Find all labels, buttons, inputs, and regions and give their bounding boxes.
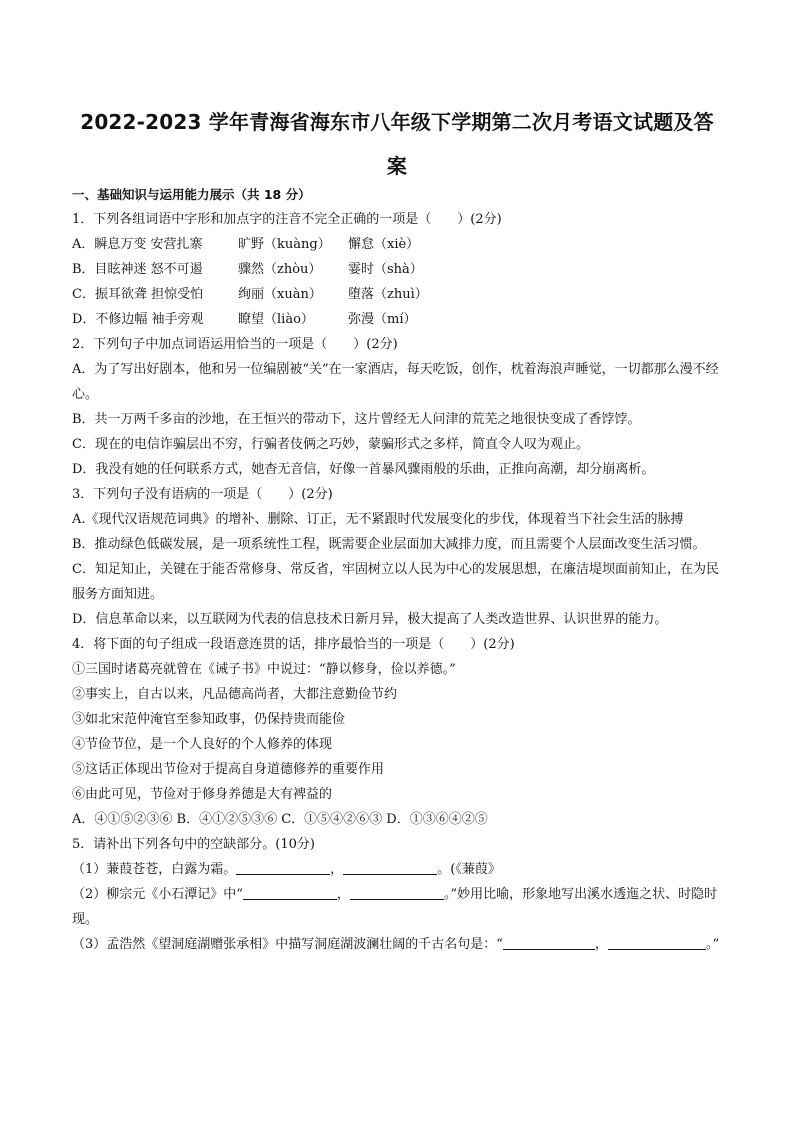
question-4-sentence-1: ①三国时诸葛亮就曾在《诫子书》中说过：“静以修身，俭以养德。” (72, 662, 456, 677)
item-sep: ， (330, 862, 344, 877)
document-title (80, 100, 714, 188)
item-end: 。”妙用比喻，形象地写出溪水透迤之状、时隐时现。 (72, 887, 718, 927)
option-pinyin-2: 霎时（shà） (348, 262, 423, 277)
question-3-option-b: B．推动绿色低碳发展，是一项系统性工程，既需要企业层面加大减排力度，而且需要个人层面改变生活习惯。 (72, 537, 706, 552)
option-pinyin-1: 瞭望（liào） (238, 312, 314, 327)
option-words: C．振耳欲聋 担惊受怕 (72, 287, 204, 302)
question-4-sentence-5: ⑤这话正体现出节俭对于提高自身道德修养的重要作用 (72, 762, 385, 777)
item-sep: ， (336, 887, 350, 902)
item-end: 。(《蒹葭》 (437, 862, 501, 877)
item-end: 。” (705, 937, 720, 952)
option-words: D．不修边幅 袖手旁观 (72, 312, 204, 327)
question-4-stem: 4．将下面的句子组成一段语意连贯的话，排序最恰当的一项是（ ）(2分) (72, 637, 515, 652)
question-4-sentence-4: ④节俭节位，是一个人良好的个人修养的体现 (72, 737, 333, 752)
fill-blank[interactable] (236, 860, 330, 875)
question-3-option-a: A.《现代汉语规范词典》的增补、删除、订正，无不紧跟时代发展变化的步伐，体现着当下社会生活的脉搏 (72, 512, 684, 527)
option-pinyin-1: 绚丽（xuàn） (238, 287, 322, 302)
title-line-2: 案 (386, 154, 408, 178)
question-3-stem: 3．下列句子没有语病的一项是（ ）(2分) (72, 487, 333, 502)
question-5-stem: 5．请补出下列各句中的空缺部分。(10分) (72, 837, 315, 852)
option-pinyin-2: 弥漫（mí） (348, 312, 417, 327)
question-1-stem: 1．下列各组词语中字形和加点字的注音不完全正确的一项是（ ）(2分) (72, 212, 502, 227)
question-3-option-c: C．知足知止，关键在于能否常修身、常反省，牢固树立以人民为中心的发展思想，在廉洁堤坝面前知止，在为民服务方面知进。 (72, 562, 719, 602)
question-2-stem: 2．下列句子中加点词语运用恰当的一项是（ ）(2分) (72, 337, 398, 352)
option-pinyin-2: 堕落（zhuì） (348, 287, 428, 302)
question-2-option-a: A．为了写出好剧本，他和另一位编剧被“关”在一家酒店，每天吃饭，创作，枕着海浪声睡觉，一切都那么漫不经心。 (72, 362, 719, 402)
option-pinyin-2: 懈怠（xiè） (348, 237, 420, 252)
question-5-item-2 (72, 882, 724, 932)
option-words: B．目眩神迷 怒不可遏 (72, 262, 203, 277)
fill-blank[interactable] (503, 935, 595, 950)
question-1-option-c (72, 282, 724, 307)
question-5-item-1 (72, 857, 724, 882)
section-heading: 一、基础知识与运用能力展示（共 18 分） (72, 187, 311, 202)
question-4-choices: A．④①⑤②③⑥ B．④①②⑤③⑥ C．①⑤④②⑥③ D．①③⑥④②⑤ (72, 812, 488, 827)
question-4-sentence-3: ③如北宋范仲淹官至参知政事，仍保持贵而能俭 (72, 712, 346, 727)
question-4-sentence-2: ②事实上，自古以来，凡品德高尚者，大都注意勤俭节约 (72, 687, 398, 702)
option-words: A．瞬息万变 安营扎寨 (72, 237, 203, 252)
question-2-option-b: B．共一万两千多亩的沙地，在王恒兴的带动下，这片曾经无人问津的荒芜之地很快变成了香饽饽。 (72, 412, 641, 427)
item-text: （3）孟浩然《望洞庭湖赠张承相》中描写洞庭湖波澜壮阔的千古名句是：“ (72, 937, 503, 952)
option-pinyin-1: 骤然（zhòu） (238, 262, 322, 277)
question-1-option-a (72, 232, 724, 257)
title-line-1: 2022-2023 学年青海省海东市八年级下学期第二次月考语文试题及答 (80, 110, 714, 134)
fill-blank[interactable] (243, 885, 337, 900)
option-pinyin-1: 旷野（kuàng） (238, 237, 331, 252)
fill-blank[interactable] (350, 885, 444, 900)
fill-blank[interactable] (608, 935, 706, 950)
question-2-option-d: D．我没有她的任何联系方式，她杳无音信，好像一首暴风骤雨般的乐曲，正推向高潮，却分崩离析。 (72, 462, 655, 477)
item-sep: ， (594, 937, 608, 952)
question-1-option-d (72, 307, 724, 332)
item-text: （2）柳宗元《小石潭记》中“ (72, 887, 243, 902)
question-1-option-b (72, 257, 724, 282)
question-3-option-d: D．信息革命以来，以互联网为代表的信息技术日新月异，极大提高了人类改造世界、认识世界的能力。 (72, 612, 668, 627)
question-4-sentence-6: ⑥由此可见，节俭对于修身养德是大有裨益的 (72, 787, 333, 802)
question-5-item-3 (72, 932, 724, 957)
question-2-option-c: C．现在的电信诈骗层出不穷，行骗者伎俩之巧妙，蒙骗形式之多样，简直令人叹为观止。 (72, 437, 589, 452)
exam-content (72, 182, 724, 957)
fill-blank[interactable] (343, 860, 437, 875)
item-text: （1）蒹葭苍苍，白露为霜。 (72, 862, 237, 877)
